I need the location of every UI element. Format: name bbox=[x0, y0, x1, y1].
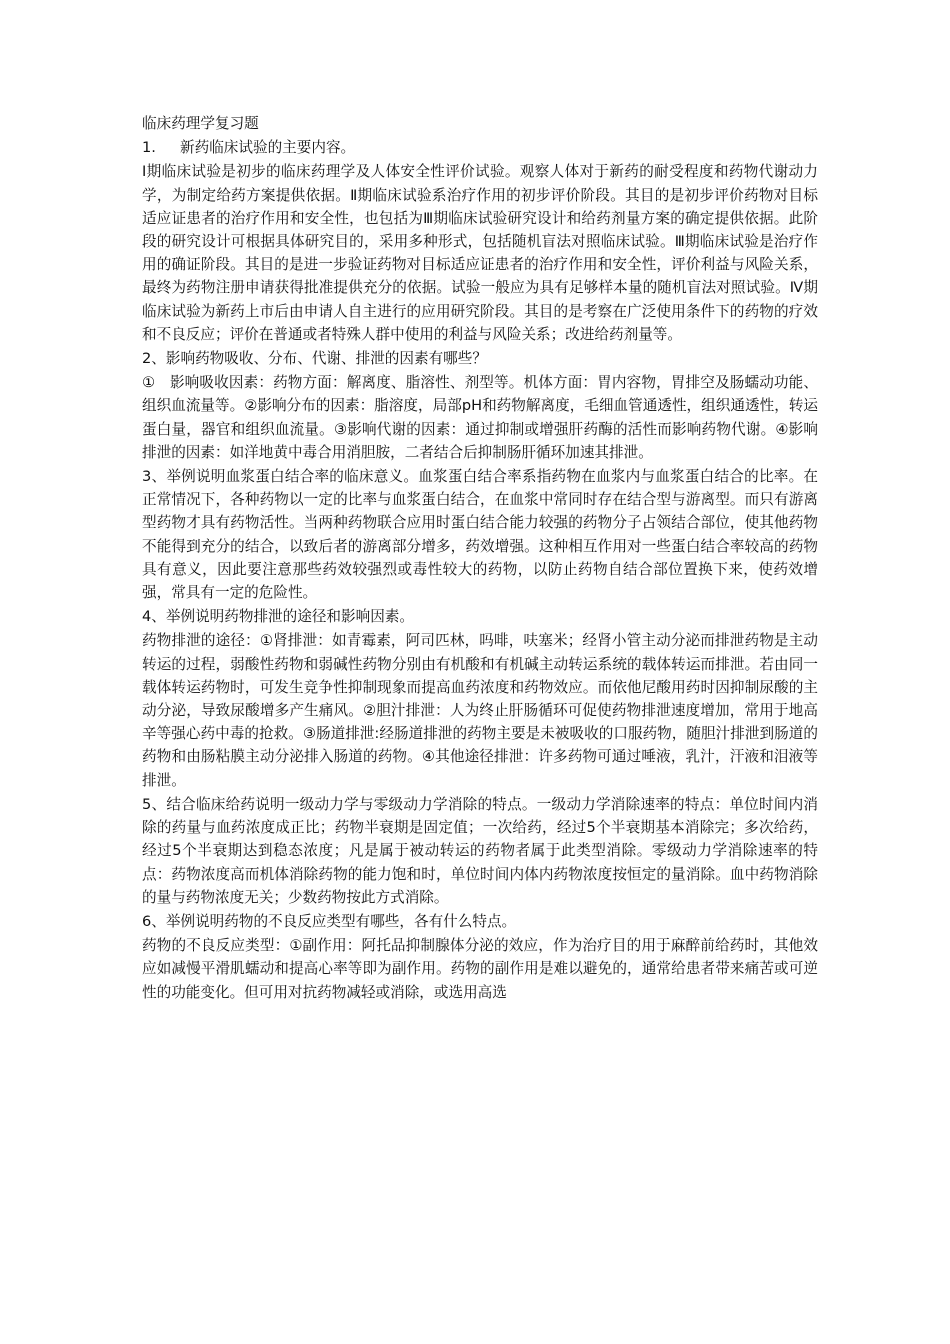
question-3-heading: 3、举例说明血浆蛋白结合率的临床意义。 bbox=[142, 468, 419, 486]
question-1-heading bbox=[142, 136, 818, 159]
question-1-text: 新药临床试验的主要内容。 bbox=[180, 139, 356, 157]
answer-5-body: 一级动力学消除速率的特点：单位时间内消除的药量与血药浓度成正比；药物半衰期是固定值；一次给药，经过5个半衰期基本消除完；多次给药，经过5个半衰期达到稳态浓度；凡是属于被动转运的药物者属于此类型消除。零级动力学消除速率的特点：药物浓度高而机体消除药物的能力饱和时，单位时间内体内药物浓度按恒定的量消除。血中药物消除的量与药物浓度无关；少数药物按此方式消除。 bbox=[142, 795, 818, 906]
question-5-paragraph bbox=[142, 793, 818, 909]
question-6-heading: 6、举例说明药物的不良反应类型有哪些，各有什么特点。 bbox=[142, 912, 517, 930]
question-4-heading: 4、举例说明药物排泄的途径和影响因素。 bbox=[142, 608, 414, 626]
answer-4-body: 药物排泄的途径：①肾排泄：如青霉素，阿司匹林，吗啡，呋塞米；经肾小管主动分泌而排泄药物是主动转运的过程，弱酸性药物和弱碱性药物分别由有机酸和有机碱主动转运系统的载体转运而排泄。若由同一载体转运药物时，可发生竞争性抑制现象而提高血药浓度和药物效应。而依他尼酸用药时因抑制尿酸的主动分泌，导致尿酸增多产生痛风。②胆汁排泄：人为终止肝肠循环可促使药物排泄速度增加，常用于地高辛等强心药中毒的抢救。③肠道排泄:经肠道排泄的药物主要是未被吸收的口服药物，随胆汁排泄到肠道的药物和由肠粘膜主动分泌排入肠道的药物。④其他途径排泄：许多药物可通过唾液，乳汁，汗液和泪液等排泄。 bbox=[142, 632, 818, 789]
document-title: 临床药理学复习题 bbox=[142, 115, 259, 132]
answer-1-body: Ⅰ期临床试验是初步的临床药理学及人体安全性评价试验。观察人体对于新药的耐受程度和药物代谢动力学，为制定给药方案提供依据。Ⅱ期临床试验系治疗作用的初步评价阶段。其目的是初步评价药物对目标适应证患者的治疗作用和安全性，也包括为Ⅲ期临床试验研究设计和给药剂量方案的确定提供依据。此阶段的研究设计可根据具体研究目的，采用多种形式，包括随机盲法对照临床试验。Ⅲ期临床试验是治疗作用的确证阶段。其目的是进一步验证药物对目标适应证患者的治疗作用和安全性，评价利益与风险关系，最终为药物注册申请获得批准提供充分的依据。试验一般应为具有足够样本量的随机盲法对照试验。Ⅳ期临床试验为新药上市后由申请人自主进行的应用研究阶段。其目的是考察在广泛使用条件下的药物的疗效和不良反应；评价在普通或者特殊人群中使用的利益与风险关系；改进给药剂量等。 bbox=[142, 163, 818, 343]
question-3-paragraph bbox=[142, 465, 818, 604]
answer-2-body: ① 影响吸收因素：药物方面：解离度、脂溶性、剂型等。机体方面：胃内容物，胃排空及肠蠕动功能、组织血流量等。②影响分布的因素：脂溶度，局部pH和药物解离度，毛细血管通透性，组织通透性，转运蛋白量，器官和组织血流量。③影响代谢的因素：通过抑制或增强肝药酶的活性而影响药物代谢。④影响排泄的因素：如洋地黄中毒合用消胆胺，二者结合后抑制肠肝循环加速其排泄。 bbox=[142, 374, 818, 461]
document-page bbox=[142, 112, 818, 1005]
answer-3-body: 血浆蛋白结合率系指药物在血浆内与血浆蛋白结合的比率。在正常情况下，各种药物以一定的比率与血浆蛋白结合，在血浆中常同时存在结合型与游离型。而只有游离型药物才具有药物活性。当两种药物联合应用时蛋白结合能力较强的药物分子占领结合部位，使其他药物不能得到充分的结合，以致后者的游离部分增多，药效增强。这种相互作用对一些蛋白结合率较高的药物具有意义，因此要注意那些药效较强烈或毒性较大的药物，以防止药物自结合部位置换下来，使药效增强，常具有一定的危险性。 bbox=[142, 468, 818, 602]
answer-6-body: 药物的不良反应类型：①副作用：阿托品抑制腺体分泌的效应，作为治疗目的用于麻醉前给药时，其他效应如减慢平滑肌蠕动和提高心率等即为副作用。药物的副作用是难以避免的，通常给患者带来痛苦或可逆性的功能变化。但可用对抗药物减轻或消除，或选用高选 bbox=[142, 937, 818, 1001]
question-5-heading: 5、结合临床给药说明一级动力学与零级动力学消除的特点。 bbox=[142, 795, 537, 813]
question-1-number: 1. bbox=[142, 139, 156, 157]
question-2-heading: 2、影响药物吸收、分布、代谢、排泄的因素有哪些？ bbox=[142, 350, 487, 368]
